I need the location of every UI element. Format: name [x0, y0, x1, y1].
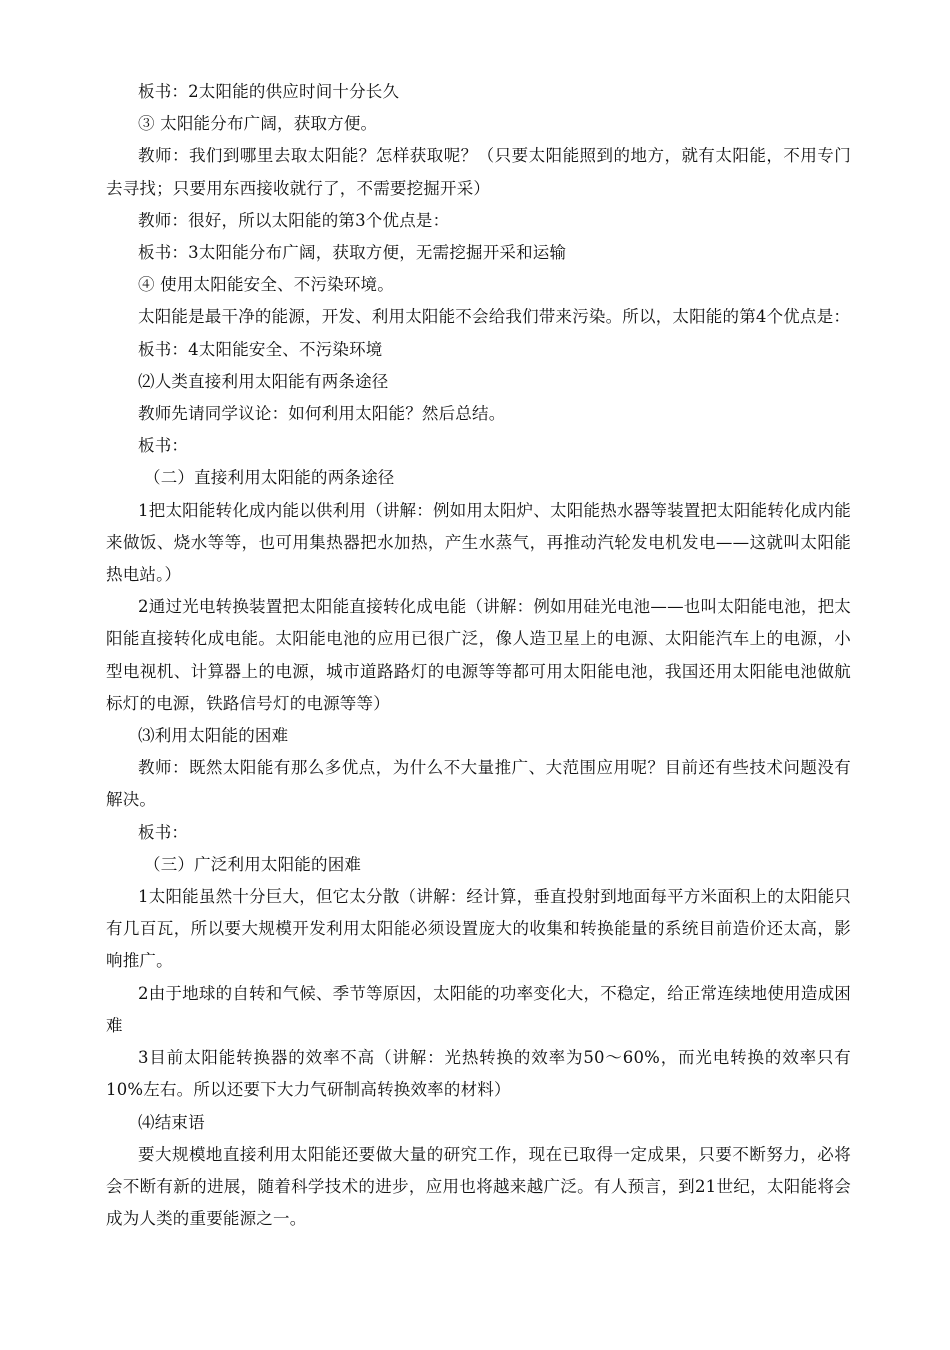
section-2-heading: ⑵人类直接利用太阳能有两条途径: [138, 371, 389, 391]
difficulty-2-paragraph: 2由于地球的自转和气候、季节等原因，太阳能的功率变化大，不稳定，给正常连续地使用造成困难: [106, 983, 851, 1035]
way-1-paragraph: 1把太阳能转化成内能以供利用（讲解：例如用太阳炉、太阳能热水器等装置把太阳能转化成内能来做饭、烧水等等，也可用集热器把水加热，产生水蒸气，再推动汽轮发电机发电——这就叫太阳能热电站。）: [106, 500, 851, 585]
board-note-3: 板书：3太阳能分布广阔，获取方便，无需挖掘开采和运输: [138, 243, 567, 263]
document-body: [106, 76, 851, 1235]
board-title-difficulties: （三）广泛利用太阳能的困难: [144, 854, 362, 874]
teacher-difficulty-question: 教师：既然太阳能有那么多优点，为什么不大量推广、大范围应用呢？目前还有些技术问题没有解决。: [106, 758, 851, 810]
difficulty-1-paragraph: 1太阳能虽然十分巨大，但它太分散（讲解：经计算，垂直投射到地面每平方米面积上的太阳能只有几百瓦，所以要大规模开发利用太阳能必须设置庞大的收集和转换能量的系统目前造价还太高，影响推广。: [106, 887, 851, 971]
clean-energy-paragraph: 太阳能是最干净的能源，开发、利用太阳能不会给我们带来污染。所以，太阳能的第4个优点是：: [138, 307, 851, 327]
teacher-discussion: 教师先请同学议论：如何利用太阳能？然后总结。: [138, 404, 506, 424]
conclusion-paragraph: 要大规模地直接利用太阳能还要做大量的研究工作，现在已取得一定成果，只要不断努力，必将会不断有新的进展，随着科学技术的进步，应用也将越来越广泛。有人预言，到21世纪，太阳能将会成为人类的重要能源之一。: [106, 1144, 851, 1229]
section-3-heading: ⑶利用太阳能的困难: [138, 726, 289, 746]
point-3-heading: ③ 太阳能分布广阔，获取方便。: [138, 114, 378, 134]
way-2-paragraph: 2通过光电转换装置把太阳能直接转化成电能（讲解：例如用硅光电池——也叫太阳能电池，把太阳能直接转化成电能。太阳能电池的应用已很广泛，像人造卫星上的电源、太阳能汽车上的电源，小型电视机、计算器上的电源，城市道路路灯的电源等等都可用太阳能电池，我国还用太阳能电池做航标灯的电源，铁路信号灯的电源等等）: [106, 597, 851, 713]
section-4-heading: ⑷结束语: [138, 1112, 205, 1132]
board-label: 板书：: [138, 822, 189, 842]
teacher-question-where: 教师：我们到哪里去取太阳能？怎样获取呢？（只要太阳能照到的地方，就有太阳能，不用专门去寻找；只要用东西接收就行了，不需要挖掘开采）: [106, 146, 851, 198]
board-label: 板书：: [138, 436, 189, 456]
teacher-advantage-3: 教师：很好，所以太阳能的第3个优点是：: [138, 210, 450, 230]
board-note-2: 板书：2太阳能的供应时间十分长久: [138, 82, 400, 101]
difficulty-3-paragraph: 3目前太阳能转换器的效率不高（讲解：光热转换的效率为50～60%，而光电转换的效率只有10%左右。所以还要下大力气研制高转换效率的材料）: [106, 1048, 851, 1100]
board-title-two-ways: （二）直接利用太阳能的两条途径: [144, 468, 395, 488]
point-4-heading: ④ 使用太阳能安全、不污染环境。: [138, 275, 394, 295]
board-note-4: 板书：4太阳能安全、不污染环境: [138, 339, 383, 359]
